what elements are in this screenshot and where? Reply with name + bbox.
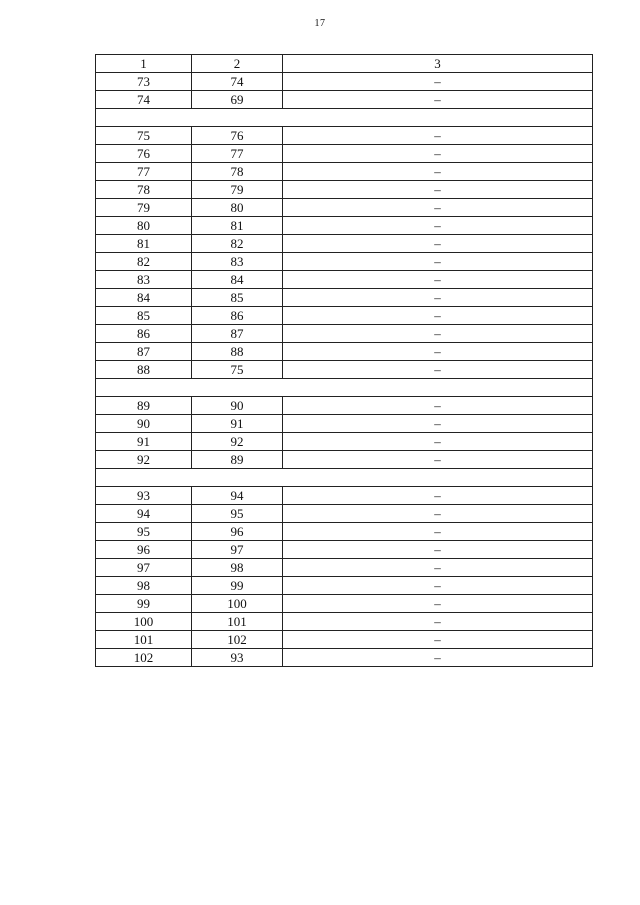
table-cell-col-3: – — [283, 397, 593, 415]
table-cell-col-2: 74 — [192, 73, 283, 91]
table-row — [96, 415, 593, 433]
table-row — [96, 433, 593, 451]
table-row — [96, 253, 593, 271]
table-cell-col-3: – — [283, 433, 593, 451]
table-cell-col-3: – — [283, 343, 593, 361]
table-row — [96, 217, 593, 235]
table-cell-col-1: 87 — [96, 343, 192, 361]
table-cell-col-1: 95 — [96, 523, 192, 541]
table-cell-col-3: – — [283, 613, 593, 631]
table-row — [96, 361, 593, 379]
table-cell-col-2: 80 — [192, 199, 283, 217]
table-cell-col-3: – — [283, 91, 593, 109]
table-row — [96, 505, 593, 523]
table-cell-col-3: – — [283, 289, 593, 307]
table-row — [96, 523, 593, 541]
table-cell-col-1: 82 — [96, 253, 192, 271]
table-row — [96, 649, 593, 667]
table-cell-col-1: 91 — [96, 433, 192, 451]
table-cell-col-1: 84 — [96, 289, 192, 307]
table-row — [96, 73, 593, 91]
table-row — [96, 91, 593, 109]
table-cell-col-2: 88 — [192, 343, 283, 361]
table-cell-col-2: 102 — [192, 631, 283, 649]
separator-cell — [96, 469, 593, 487]
table-cell-col-1: 100 — [96, 613, 192, 631]
table-cell-col-3: – — [283, 271, 593, 289]
table-cell-col-2: 81 — [192, 217, 283, 235]
table-cell-col-2: 69 — [192, 91, 283, 109]
table-cell-col-3: – — [283, 307, 593, 325]
data-table — [95, 54, 593, 667]
table-cell-col-1: 83 — [96, 271, 192, 289]
separator-cell — [96, 379, 593, 397]
table-row — [96, 631, 593, 649]
table-cell-col-3: – — [283, 73, 593, 91]
table-cell-col-2: 78 — [192, 163, 283, 181]
table-cell-col-1: 101 — [96, 631, 192, 649]
table-row — [96, 307, 593, 325]
table-row — [96, 271, 593, 289]
table-cell-col-1: 74 — [96, 91, 192, 109]
table-cell-col-3: – — [283, 649, 593, 667]
table-row — [96, 487, 593, 505]
table-cell-col-2: 95 — [192, 505, 283, 523]
table-cell-col-1: 78 — [96, 181, 192, 199]
table-row — [96, 613, 593, 631]
table-cell-col-3: – — [283, 631, 593, 649]
column-header-2: 2 — [192, 55, 283, 73]
table-cell-col-3: – — [283, 361, 593, 379]
table-cell-col-2: 98 — [192, 559, 283, 577]
table-cell-col-3: – — [283, 559, 593, 577]
table-cell-col-1: 98 — [96, 577, 192, 595]
table-cell-col-3: – — [283, 163, 593, 181]
table-cell-col-2: 94 — [192, 487, 283, 505]
table-row — [96, 541, 593, 559]
table-cell-col-2: 85 — [192, 289, 283, 307]
table-header-row — [96, 55, 593, 73]
table-cell-col-1: 86 — [96, 325, 192, 343]
table-cell-col-2: 76 — [192, 127, 283, 145]
table-row — [96, 559, 593, 577]
table-cell-col-1: 88 — [96, 361, 192, 379]
table-row — [96, 343, 593, 361]
table-cell-col-3: – — [283, 415, 593, 433]
table-cell-col-2: 86 — [192, 307, 283, 325]
table-row — [96, 325, 593, 343]
section-separator-row — [96, 109, 593, 127]
table-cell-col-1: 89 — [96, 397, 192, 415]
table-cell-col-2: 84 — [192, 271, 283, 289]
table-cell-col-2: 93 — [192, 649, 283, 667]
table-row — [96, 163, 593, 181]
table-cell-col-3: – — [283, 487, 593, 505]
table-row — [96, 289, 593, 307]
table-row — [96, 397, 593, 415]
table-cell-col-2: 92 — [192, 433, 283, 451]
table-cell-col-1: 73 — [96, 73, 192, 91]
page-number: 17 — [314, 18, 326, 29]
table-cell-col-1: 81 — [96, 235, 192, 253]
table-cell-col-2: 91 — [192, 415, 283, 433]
table-cell-col-3: – — [283, 523, 593, 541]
table-cell-col-1: 92 — [96, 451, 192, 469]
table-cell-col-1: 85 — [96, 307, 192, 325]
table-cell-col-1: 79 — [96, 199, 192, 217]
table-body — [96, 55, 593, 667]
table-cell-col-2: 100 — [192, 595, 283, 613]
table-cell-col-2: 82 — [192, 235, 283, 253]
table-cell-col-1: 94 — [96, 505, 192, 523]
table-cell-col-1: 80 — [96, 217, 192, 235]
table-cell-col-3: – — [283, 181, 593, 199]
table-cell-col-1: 76 — [96, 145, 192, 163]
table-cell-col-3: – — [283, 595, 593, 613]
table-row — [96, 595, 593, 613]
column-header-3: 3 — [283, 55, 593, 73]
table-cell-col-1: 97 — [96, 559, 192, 577]
table-cell-col-1: 77 — [96, 163, 192, 181]
table-cell-col-1: 99 — [96, 595, 192, 613]
table-cell-col-3: – — [283, 235, 593, 253]
table-cell-col-2: 89 — [192, 451, 283, 469]
table-cell-col-3: – — [283, 505, 593, 523]
table-cell-col-1: 96 — [96, 541, 192, 559]
table-cell-col-3: – — [283, 199, 593, 217]
table-row — [96, 145, 593, 163]
table-row — [96, 451, 593, 469]
table-cell-col-3: – — [283, 217, 593, 235]
column-header-1: 1 — [96, 55, 192, 73]
section-separator-row — [96, 469, 593, 487]
table-cell-col-1: 75 — [96, 127, 192, 145]
table-cell-col-1: 93 — [96, 487, 192, 505]
section-separator-row — [96, 379, 593, 397]
separator-cell — [96, 109, 593, 127]
table-cell-col-2: 79 — [192, 181, 283, 199]
table-cell-col-2: 96 — [192, 523, 283, 541]
table-cell-col-2: 87 — [192, 325, 283, 343]
table-row — [96, 127, 593, 145]
table-row — [96, 181, 593, 199]
table-cell-col-2: 77 — [192, 145, 283, 163]
table-cell-col-2: 99 — [192, 577, 283, 595]
table-cell-col-2: 75 — [192, 361, 283, 379]
table-cell-col-1: 90 — [96, 415, 192, 433]
table-cell-col-3: – — [283, 253, 593, 271]
table-cell-col-1: 102 — [96, 649, 192, 667]
table-cell-col-3: – — [283, 541, 593, 559]
table-cell-col-3: – — [283, 577, 593, 595]
table-cell-col-3: – — [283, 145, 593, 163]
table-row — [96, 199, 593, 217]
table-cell-col-2: 97 — [192, 541, 283, 559]
table-row — [96, 577, 593, 595]
table-row — [96, 235, 593, 253]
table-cell-col-2: 90 — [192, 397, 283, 415]
table-cell-col-3: – — [283, 325, 593, 343]
table-cell-col-3: – — [283, 451, 593, 469]
table-cell-col-2: 83 — [192, 253, 283, 271]
table-cell-col-2: 101 — [192, 613, 283, 631]
table-cell-col-3: – — [283, 127, 593, 145]
